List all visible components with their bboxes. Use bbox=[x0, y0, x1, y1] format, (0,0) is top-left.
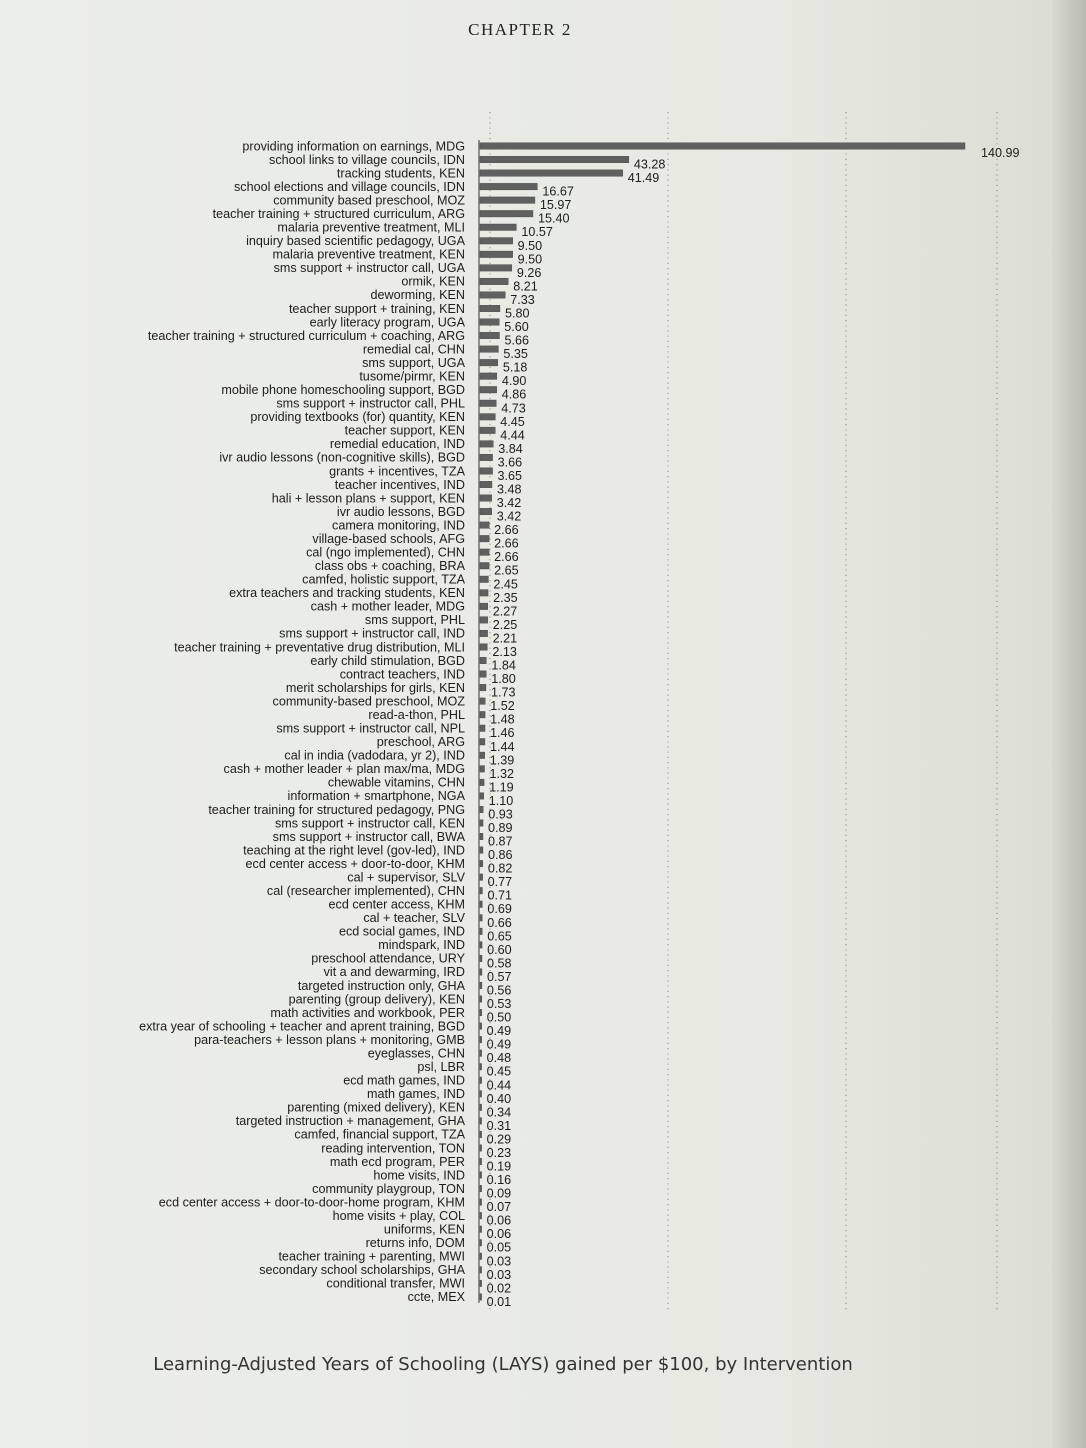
category-label: teacher training + preventative drug distribution, MLI bbox=[174, 640, 465, 655]
category-label: returns info, DOM bbox=[365, 1236, 465, 1251]
bar bbox=[480, 454, 493, 461]
bar bbox=[480, 251, 513, 258]
bar bbox=[480, 1185, 482, 1192]
bar bbox=[480, 928, 482, 935]
category-label: ecd center access, KHM bbox=[328, 897, 465, 912]
value-label: 15.40 bbox=[537, 211, 570, 226]
value-label: 1.44 bbox=[489, 739, 515, 754]
bar bbox=[480, 1063, 482, 1070]
bar bbox=[480, 549, 489, 556]
value-label: 0.87 bbox=[487, 834, 513, 849]
bar bbox=[480, 779, 484, 786]
value-label: 0.48 bbox=[486, 1051, 512, 1066]
category-label: teacher incentives, IND bbox=[334, 477, 465, 492]
bar bbox=[480, 590, 488, 597]
category-label: teacher support, KEN bbox=[344, 423, 465, 438]
bar bbox=[480, 1131, 482, 1138]
category-label: psl, LBR bbox=[417, 1060, 465, 1075]
category-label: extra year of schooling + teacher and aprent training, BGD bbox=[139, 1019, 465, 1034]
value-label: 2.27 bbox=[492, 604, 518, 619]
value-label: 0.03 bbox=[486, 1267, 512, 1282]
bar bbox=[480, 278, 508, 285]
bar bbox=[480, 874, 483, 881]
category-label: teacher training + structured curriculum, ARG bbox=[212, 207, 465, 221]
category-label: reading intervention, TON bbox=[321, 1141, 465, 1156]
value-label: 5.60 bbox=[504, 320, 529, 335]
category-label: ormik, KEN bbox=[401, 274, 465, 289]
chapter-heading: CHAPTER 2 bbox=[468, 20, 572, 39]
bar bbox=[480, 495, 492, 502]
value-label: 0.05 bbox=[486, 1240, 512, 1255]
bar bbox=[480, 996, 482, 1003]
category-label: providing textbooks (for) quantity, KEN bbox=[250, 410, 465, 425]
bar bbox=[480, 1294, 482, 1301]
value-label: 0.71 bbox=[487, 888, 512, 903]
value-label: 2.45 bbox=[493, 577, 518, 592]
category-label: parenting (mixed delivery), KEN bbox=[287, 1100, 465, 1115]
value-label: 4.90 bbox=[501, 374, 527, 389]
category-label: early child stimulation, BGD bbox=[310, 653, 465, 668]
bar bbox=[480, 400, 496, 407]
bar bbox=[480, 657, 486, 664]
category-label: community based preschool, MOZ bbox=[273, 193, 465, 208]
value-label: 1.46 bbox=[490, 726, 515, 741]
bar bbox=[480, 1158, 482, 1165]
value-label: 41.49 bbox=[627, 171, 660, 186]
value-label: 0.01 bbox=[486, 1294, 512, 1309]
category-label: secondary school scholarships, GHA bbox=[259, 1263, 465, 1278]
value-label: 0.89 bbox=[488, 821, 513, 835]
value-label: 1.10 bbox=[488, 793, 514, 808]
bar bbox=[480, 292, 505, 299]
category-label: cash + mother leader, MDG bbox=[310, 599, 465, 614]
value-label: 3.42 bbox=[496, 496, 522, 511]
category-label: math games, IND bbox=[367, 1087, 465, 1102]
category-label: camfed, holistic support, TZA bbox=[302, 572, 465, 587]
value-label: 4.73 bbox=[501, 401, 526, 416]
bar bbox=[480, 562, 489, 569]
category-label: cal in india (vadodara, yr 2), IND bbox=[284, 748, 465, 763]
bar bbox=[480, 1104, 482, 1111]
category-label: home visits + play, COL bbox=[332, 1208, 465, 1223]
value-label: 2.13 bbox=[492, 644, 517, 659]
category-label: village-based schools, AFG bbox=[312, 531, 465, 546]
bar bbox=[480, 955, 482, 962]
category-label: community playgroup, TON bbox=[312, 1181, 465, 1196]
bar bbox=[480, 481, 492, 488]
value-label: 5.18 bbox=[502, 360, 528, 375]
category-label: targeted instruction + management, GHA bbox=[235, 1114, 465, 1129]
bar bbox=[480, 630, 488, 637]
value-label: 1.48 bbox=[490, 712, 515, 727]
category-label: tracking students, KEN bbox=[336, 166, 465, 181]
category-label: class obs + coaching, BRA bbox=[314, 559, 465, 574]
category-label: cal + supervisor, SLV bbox=[347, 870, 465, 885]
category-label: school elections and village councils, IDN bbox=[233, 179, 465, 194]
value-label: 5.66 bbox=[504, 333, 529, 348]
value-label: 0.09 bbox=[486, 1186, 512, 1201]
bar bbox=[480, 684, 486, 691]
value-label: 3.65 bbox=[497, 468, 523, 483]
category-label: vit a and dewarming, IRD bbox=[323, 965, 465, 980]
value-label: 0.34 bbox=[486, 1105, 512, 1120]
value-label: 0.49 bbox=[486, 1024, 512, 1039]
value-label: 0.69 bbox=[487, 902, 512, 917]
bar bbox=[480, 373, 497, 380]
value-label: 0.29 bbox=[486, 1132, 512, 1147]
bar bbox=[480, 508, 492, 514]
value-label: 0.44 bbox=[486, 1078, 512, 1093]
category-label: hali + lesson plans + support, KEN bbox=[271, 491, 465, 506]
bar bbox=[480, 427, 495, 434]
category-label: teacher training + parenting, MWI bbox=[278, 1249, 465, 1264]
bar bbox=[480, 793, 484, 800]
value-label: 0.82 bbox=[487, 861, 513, 876]
value-label: 4.86 bbox=[501, 387, 527, 402]
category-label: ivr audio lessons (non-cognitive skills), BGD bbox=[219, 450, 465, 465]
category-label: merit scholarships for girls, KEN bbox=[285, 680, 465, 695]
bar bbox=[480, 1253, 482, 1260]
bar bbox=[480, 332, 499, 339]
category-label: mobile phone homeschooling support, BGD bbox=[221, 383, 465, 398]
value-label: 2.25 bbox=[492, 617, 518, 632]
value-label: 2.21 bbox=[492, 631, 518, 646]
value-label: 2.35 bbox=[493, 590, 518, 605]
bar bbox=[480, 183, 537, 190]
category-label: malaria preventive treatment, KEN bbox=[272, 247, 465, 262]
value-label: 4.45 bbox=[500, 414, 525, 429]
bar bbox=[480, 1091, 482, 1098]
category-label: tusome/pirmr, KEN bbox=[359, 369, 465, 384]
category-label: cash + mother leader + plan max/ma, MDG bbox=[223, 762, 465, 777]
category-label: read-a-thon, PHL bbox=[368, 707, 465, 722]
value-label: 16.67 bbox=[542, 184, 574, 199]
category-label: early literacy program, UGA bbox=[309, 315, 465, 330]
bar bbox=[480, 1212, 482, 1219]
category-label: sms support + instructor call, BWA bbox=[272, 829, 465, 844]
category-label: sms support + instructor call, IND bbox=[279, 626, 465, 641]
value-label: 3.42 bbox=[496, 509, 522, 524]
category-label: inquiry based scientific pedagogy, UGA bbox=[246, 234, 465, 249]
bar bbox=[480, 725, 485, 732]
category-label: uniforms, KEN bbox=[383, 1222, 465, 1237]
bar bbox=[480, 806, 483, 813]
value-label: 0.86 bbox=[487, 848, 513, 863]
value-label: 2.66 bbox=[494, 523, 519, 538]
category-label: math ecd program, PER bbox=[329, 1154, 465, 1169]
category-label: camfed, financial support, TZA bbox=[294, 1127, 465, 1142]
bar bbox=[480, 1239, 482, 1246]
category-label: ivr audio lessons, BGD bbox=[336, 504, 465, 519]
value-label: 1.39 bbox=[489, 753, 515, 768]
bar bbox=[480, 1023, 482, 1030]
bar bbox=[480, 982, 482, 989]
category-label: sms support + instructor call, PHL bbox=[276, 396, 465, 411]
category-label: teacher support + training, KEN bbox=[288, 301, 465, 316]
category-label: preschool, ARG bbox=[376, 735, 465, 750]
bar bbox=[480, 1036, 482, 1043]
category-label: sms support + instructor call, UGA bbox=[273, 261, 465, 276]
value-label: 3.48 bbox=[496, 482, 522, 497]
category-label: cal (researcher implemented), CHN bbox=[266, 884, 465, 898]
category-label: remedial education, IND bbox=[329, 437, 465, 452]
value-label: 0.66 bbox=[487, 915, 512, 930]
value-label: 9.26 bbox=[516, 265, 542, 280]
bar bbox=[480, 197, 535, 204]
bar bbox=[480, 522, 489, 529]
bar bbox=[480, 915, 482, 922]
bar bbox=[480, 1050, 482, 1057]
category-label: teaching at the right level (gov-led), IND bbox=[243, 843, 465, 858]
bar bbox=[480, 1199, 482, 1206]
bar bbox=[480, 386, 497, 393]
category-label: information + smartphone, NGA bbox=[287, 789, 465, 804]
value-label: 0.07 bbox=[486, 1200, 512, 1215]
bar bbox=[480, 1145, 482, 1152]
bar bbox=[480, 441, 493, 448]
category-label: cal (ngo implemented), CHN bbox=[306, 545, 465, 560]
category-label: para-teachers + lesson plans + monitoring, GMB bbox=[194, 1032, 465, 1047]
bar bbox=[480, 1280, 482, 1287]
category-label: sms support + instructor call, NPL bbox=[276, 721, 465, 736]
value-label: 0.49 bbox=[486, 1037, 512, 1052]
category-label: grants + incentives, TZA bbox=[329, 464, 465, 479]
value-label: 0.03 bbox=[486, 1254, 512, 1269]
bar bbox=[480, 698, 485, 705]
value-label: 9.50 bbox=[517, 238, 543, 253]
value-label: 0.58 bbox=[486, 956, 512, 971]
bar bbox=[480, 739, 485, 746]
value-label: 0.02 bbox=[486, 1281, 512, 1296]
bar bbox=[480, 224, 516, 231]
value-label: 0.19 bbox=[486, 1159, 512, 1174]
bar bbox=[480, 305, 500, 312]
bar bbox=[480, 265, 512, 272]
bar bbox=[480, 346, 498, 353]
bar bbox=[480, 319, 499, 326]
category-label: ecd math games, IND bbox=[343, 1073, 465, 1088]
bar bbox=[480, 969, 482, 976]
bar bbox=[480, 1172, 482, 1179]
value-label: 3.66 bbox=[497, 455, 523, 470]
value-label: 0.60 bbox=[487, 942, 512, 957]
value-label: 1.52 bbox=[490, 699, 515, 714]
value-label: 0.56 bbox=[486, 983, 512, 998]
category-label: contract teachers, IND bbox=[339, 667, 465, 682]
value-label: 1.32 bbox=[489, 766, 515, 781]
bar bbox=[480, 576, 488, 583]
value-label: 0.06 bbox=[486, 1213, 512, 1228]
value-label: 0.23 bbox=[486, 1145, 512, 1160]
category-label: ecd center access + door-to-door, KHM bbox=[245, 856, 465, 871]
value-label: 0.31 bbox=[486, 1118, 512, 1133]
category-label: ccte, MEX bbox=[407, 1290, 465, 1305]
category-label: ecd social games, IND bbox=[339, 924, 465, 939]
value-label: 43.28 bbox=[633, 157, 666, 172]
category-label: preschool attendance, URY bbox=[311, 951, 465, 966]
value-label: 7.33 bbox=[510, 292, 535, 307]
category-label: targeted instruction only, GHA bbox=[297, 978, 465, 993]
value-label: 2.66 bbox=[494, 550, 519, 565]
value-label: 0.65 bbox=[487, 929, 512, 944]
category-label: sms support + instructor call, KEN bbox=[274, 816, 465, 831]
category-label: sms support, UGA bbox=[362, 355, 465, 370]
category-label: ecd center access + door-to-door-home program, KHM bbox=[158, 1195, 465, 1210]
bar bbox=[480, 860, 483, 867]
category-label: conditional transfer, MWI bbox=[326, 1276, 465, 1291]
category-label: mindspark, IND bbox=[378, 938, 465, 953]
bar bbox=[480, 833, 483, 840]
value-label: 5.35 bbox=[503, 347, 528, 362]
bar bbox=[480, 238, 513, 245]
bar bbox=[480, 414, 495, 421]
bar bbox=[480, 617, 488, 624]
value-label: 0.77 bbox=[487, 875, 513, 890]
bar bbox=[480, 170, 623, 177]
bar bbox=[480, 535, 489, 542]
value-label: 3.84 bbox=[498, 441, 523, 456]
value-label: 8.21 bbox=[513, 279, 538, 294]
value-label: 4.44 bbox=[500, 428, 525, 443]
bar bbox=[480, 766, 485, 773]
category-label: remedial cal, CHN bbox=[362, 342, 465, 357]
bar bbox=[480, 752, 485, 759]
category-label: extra teachers and tracking students, KEN bbox=[229, 586, 465, 601]
bar bbox=[480, 711, 485, 718]
bar bbox=[480, 1009, 482, 1016]
category-label: math activities and workbook, PER bbox=[270, 1005, 465, 1020]
value-label: 0.50 bbox=[486, 1010, 512, 1025]
value-label: 5.80 bbox=[504, 306, 530, 321]
category-label: community-based preschool, MOZ bbox=[272, 694, 465, 709]
value-label: 140.99 bbox=[981, 146, 1020, 160]
bar bbox=[480, 901, 482, 908]
value-label: 2.66 bbox=[494, 536, 519, 551]
category-label: malaria preventive treatment, MLI bbox=[277, 220, 465, 235]
bar bbox=[480, 1267, 482, 1274]
value-label: 1.80 bbox=[491, 672, 516, 687]
bar bbox=[480, 671, 486, 678]
category-label: teacher training for structured pedagogy, PNG bbox=[208, 802, 465, 817]
bar bbox=[480, 156, 629, 163]
value-label: 0.06 bbox=[486, 1227, 512, 1242]
category-label: deworming, KEN bbox=[370, 288, 465, 303]
category-label: eyeglasses, CHN bbox=[367, 1046, 465, 1061]
value-label: 0.40 bbox=[486, 1091, 512, 1106]
bar bbox=[480, 1118, 482, 1125]
value-label: 9.50 bbox=[517, 252, 543, 267]
bar bbox=[480, 603, 488, 610]
value-label: 10.57 bbox=[521, 225, 553, 240]
bar bbox=[480, 143, 965, 150]
value-label: 1.19 bbox=[489, 780, 514, 795]
value-label: 0.53 bbox=[486, 997, 512, 1012]
bar bbox=[480, 820, 483, 827]
category-label: teacher training + structured curriculum + coaching, ARG bbox=[147, 328, 465, 343]
value-label: 0.93 bbox=[488, 807, 513, 822]
category-label: school links to village councils, IDN bbox=[269, 152, 465, 167]
bar bbox=[480, 359, 498, 366]
bar bbox=[480, 887, 482, 894]
bar bbox=[480, 1226, 482, 1233]
value-label: 0.57 bbox=[486, 969, 512, 984]
value-label: 0.45 bbox=[486, 1064, 512, 1079]
category-label: camera monitoring, IND bbox=[332, 518, 465, 533]
bar bbox=[480, 942, 482, 949]
category-label: cal + teacher, SLV bbox=[363, 911, 465, 926]
value-label: 1.84 bbox=[491, 658, 516, 673]
category-label: providing information on earnings, MDG bbox=[242, 139, 465, 154]
category-label: sms support, PHL bbox=[364, 613, 465, 628]
value-label: 0.16 bbox=[486, 1173, 512, 1188]
bar bbox=[480, 847, 483, 854]
chart-caption: Learning-Adjusted Years of Schooling (LAYS) gained per $100, by Intervention bbox=[153, 1354, 853, 1375]
category-label: home visits, IND bbox=[373, 1168, 465, 1183]
value-label: 15.97 bbox=[539, 198, 572, 213]
category-label: parenting (group delivery), KEN bbox=[288, 992, 465, 1007]
value-label: 2.65 bbox=[494, 563, 519, 578]
bar bbox=[480, 210, 533, 217]
value-label: 1.73 bbox=[490, 685, 516, 700]
bar bbox=[480, 644, 487, 651]
category-label: chewable vitamins, CHN bbox=[327, 775, 465, 790]
bar bbox=[480, 1077, 482, 1084]
bar bbox=[480, 468, 493, 475]
